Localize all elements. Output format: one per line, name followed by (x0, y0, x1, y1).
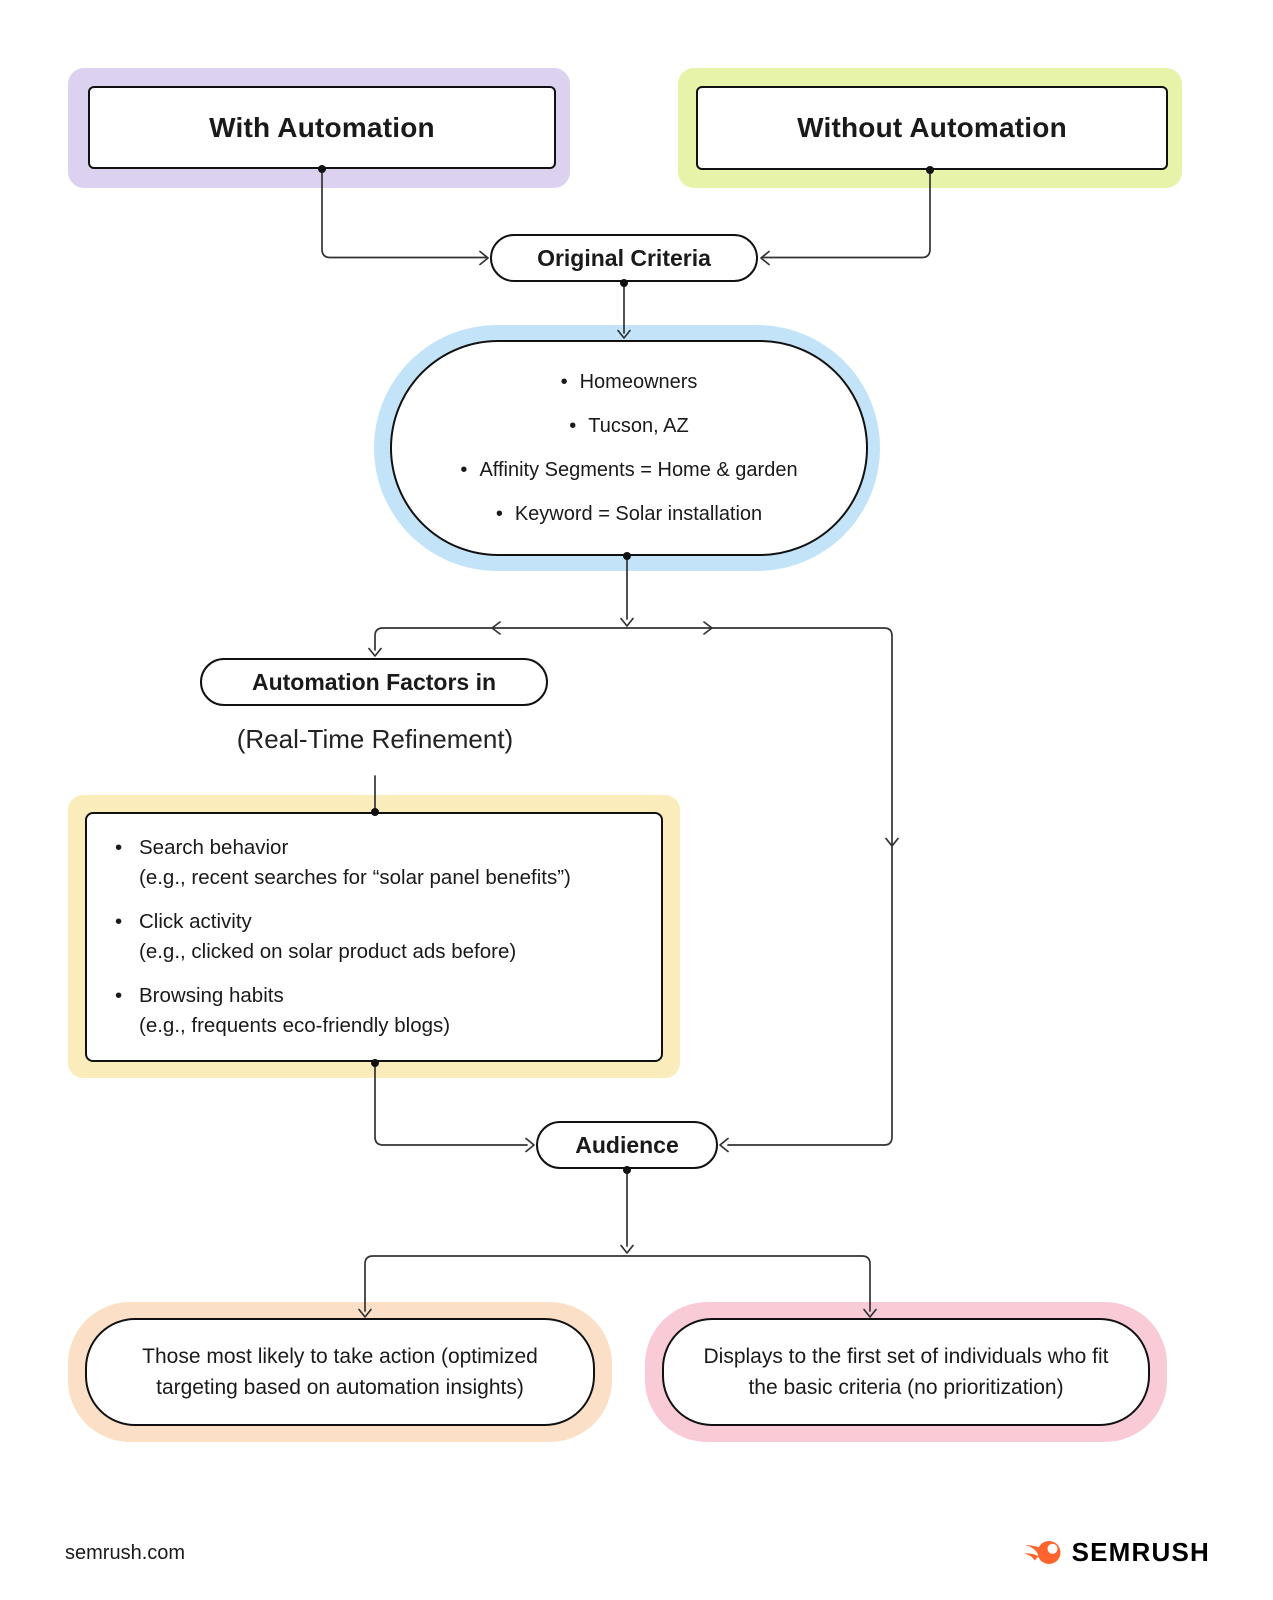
criteria-item-text: • Keyword = Solar installation (514, 503, 763, 525)
criteria-item-text: • Affinity Segments = Home & garden (479, 459, 798, 481)
factor-item (109, 907, 516, 967)
original-criteria-label: Original Criteria (537, 244, 711, 271)
criteria-item-text: • Tucson, AZ (588, 415, 689, 437)
factor-item (109, 833, 571, 893)
criteria-item (496, 502, 762, 526)
automation-factors-pill (200, 658, 548, 706)
factors-list-box (85, 812, 663, 1062)
realtime-refinement-note: (Real-Time Refinement) (236, 724, 514, 754)
site-url: semrush.com (65, 1542, 186, 1564)
factor-example: (e.g., recent searches for “solar panel benefits”) (139, 866, 571, 889)
with-outcome-box (85, 1318, 595, 1426)
with-outcome-text: Those most likely to take action (optimized targeting based on automation insights) (142, 1345, 538, 1399)
semrush-flame-icon (1023, 1536, 1063, 1568)
factor-title: • Click activity (139, 910, 252, 933)
criteria-item-text: • Homeowners (579, 371, 698, 393)
automation-factors-label: Automation Factors in (251, 668, 497, 695)
brand-wordmark: SEMRUSH (1071, 1536, 1210, 1567)
without-outcome-text: Displays to the first set of individuals who fit the basic criteria (no prioritization) (703, 1345, 1109, 1399)
original-criteria-pill (490, 234, 758, 282)
without-outcome-box (662, 1318, 1150, 1426)
factor-example: (e.g., clicked on solar product ads before) (139, 940, 517, 963)
criteria-list-box (390, 340, 868, 556)
factor-title: • Search behavior (139, 836, 289, 859)
criteria-item (561, 370, 698, 394)
criteria-item (569, 414, 688, 438)
factor-title: • Browsing habits (139, 984, 284, 1007)
factor-item (109, 981, 450, 1041)
criteria-item (460, 458, 797, 482)
with-automation-label: With Automation (209, 111, 435, 143)
semrush-logo (1023, 1536, 1210, 1568)
audience-pill (536, 1121, 718, 1169)
factor-example: (e.g., frequents eco-friendly blogs) (139, 1014, 451, 1037)
without-automation-box (696, 86, 1168, 170)
without-automation-label: Without Automation (797, 112, 1067, 143)
audience-label: Audience (575, 1131, 679, 1158)
with-automation-box (88, 86, 556, 169)
